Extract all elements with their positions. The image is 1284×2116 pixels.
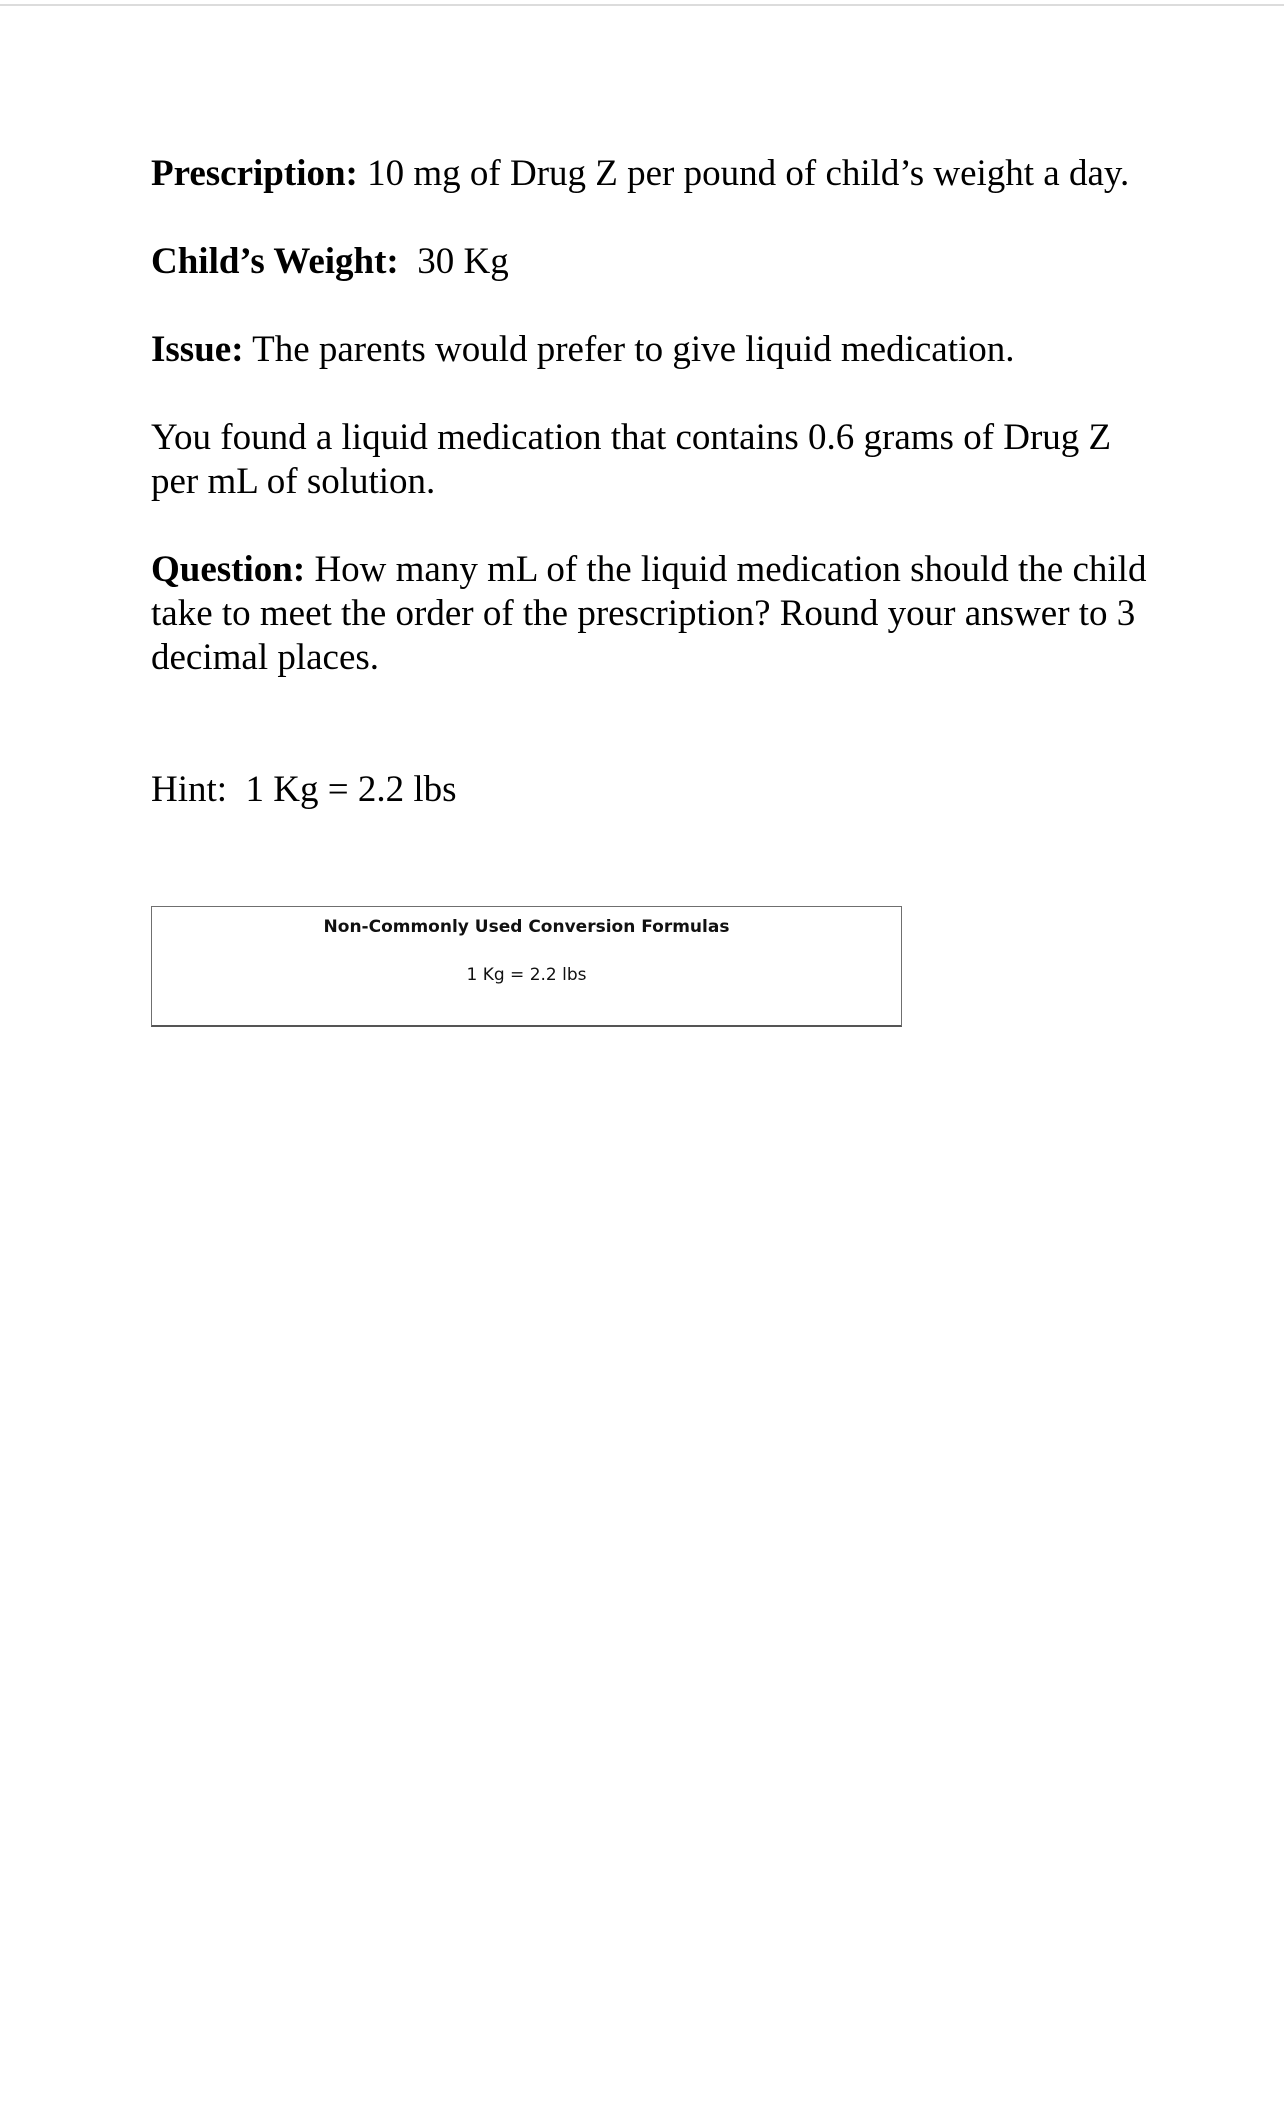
prescription-label: Prescription: <box>151 153 358 194</box>
weight-paragraph <box>151 240 1151 284</box>
conversion-formulas-box <box>151 906 902 1027</box>
conversion-box-formula: 1 Kg = 2.2 lbs <box>466 965 587 985</box>
found-paragraph: You found a liquid medication that contains 0.6 grams of Drug Z per mL of solution. <box>151 417 1112 502</box>
prescription-text: 10 mg of Drug Z per pound of child’s weight a day. <box>357 153 1130 194</box>
prescription-paragraph <box>151 152 1151 196</box>
conversion-box-title: Non-Commonly Used Conversion Formulas <box>323 917 730 937</box>
question-text: How many mL of the liquid medication should the child take to meet the order of the prescription? Round your answer to 3 decimal places. <box>151 549 1147 678</box>
issue-paragraph <box>151 328 1151 372</box>
top-divider <box>0 4 1284 6</box>
weight-text: 30 Kg <box>398 241 509 282</box>
issue-label: Issue: <box>151 329 244 370</box>
weight-label: Child’s Weight: <box>151 241 399 282</box>
hint-text: Hint: 1 Kg = 2.2 lbs <box>151 769 457 810</box>
problem-text <box>151 152 1151 812</box>
issue-text: The parents would prefer to give liquid medication. <box>243 329 1015 370</box>
question-paragraph <box>151 548 1151 680</box>
question-label: Question: <box>151 549 306 590</box>
